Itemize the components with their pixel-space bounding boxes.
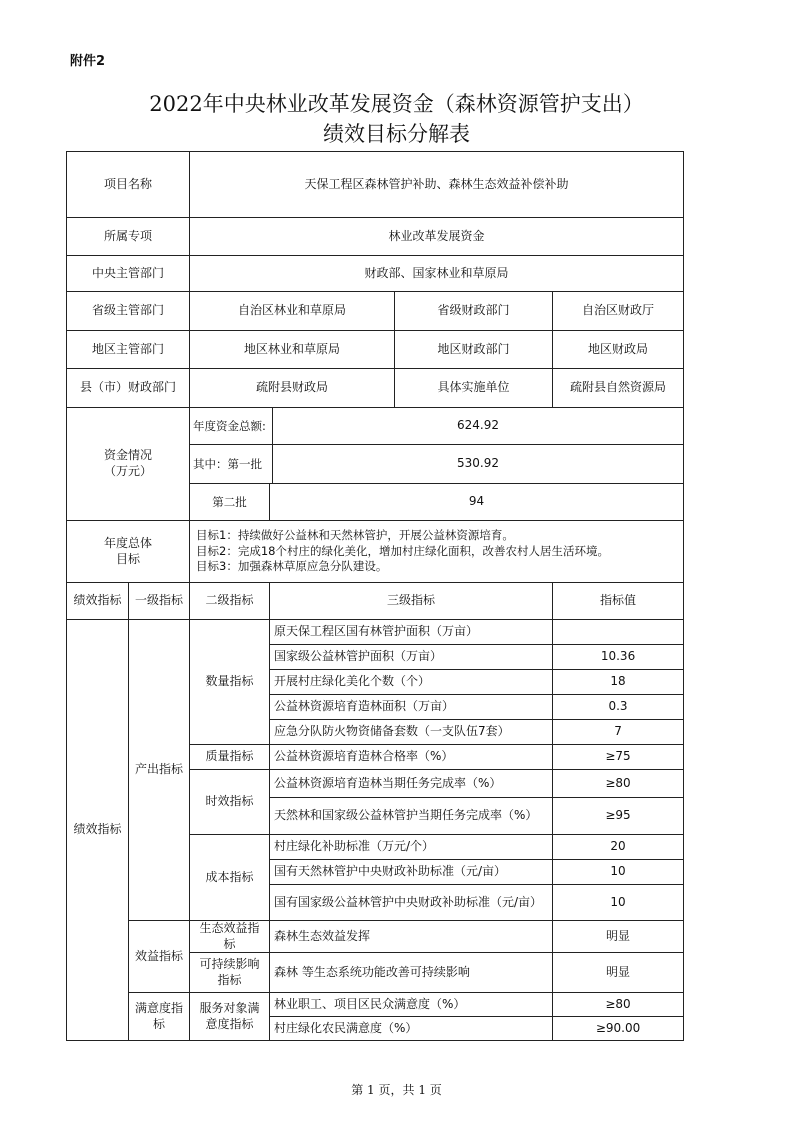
- row-central-dept: [67, 256, 684, 292]
- central-dept-value: 财政部、国家林业和草原局: [190, 256, 684, 292]
- province-dept-label: 省级主管部门: [67, 292, 190, 331]
- row-province: [67, 292, 684, 331]
- funds-batch2-label: 第二批: [190, 484, 270, 520]
- project-name-label: 项目名称: [67, 152, 190, 218]
- county-finance-label: 县（市）财政部门: [67, 369, 190, 408]
- indicator-name: 国有天然林管护中央财政补助标准（元/亩）: [270, 860, 553, 885]
- indicator-value: ≥80: [553, 993, 684, 1017]
- indicator-value: 明显: [553, 921, 684, 953]
- perf-header-row: [67, 583, 684, 620]
- table-row: [67, 620, 684, 645]
- province-dept-value: 自治区林业和草原局: [190, 292, 395, 330]
- province-finance-value: 自治区财政厅: [553, 292, 684, 331]
- satisfaction-indicator-label: 满意度指标: [129, 993, 190, 1041]
- project-name-value: 天保工程区森林管护补助、森林生态效益补偿补助: [190, 152, 684, 218]
- indicator-name: 应急分队防火物资储备套数（一支队伍7套）: [270, 720, 553, 745]
- indicator-value: ≥95: [553, 798, 684, 835]
- cost-indicator-label: 成本指标: [190, 835, 270, 921]
- row-goals: [67, 521, 684, 583]
- indicator-name: 原天保工程区国有林管护面积（万亩）: [270, 620, 553, 645]
- eco-benefit-indicator-label: 生态效益指标: [190, 921, 270, 953]
- region-finance-value: 地区财政局: [553, 331, 684, 369]
- document-title-line1: 2022年中央林业改革发展资金（森林资源管护支出）: [149, 92, 644, 116]
- indicator-name: 公益林资源培育造林面积（万亩）: [270, 695, 553, 720]
- indicator-value: ≥75: [553, 745, 684, 770]
- sustain-indicator-label: 可持续影响指标: [190, 953, 270, 993]
- goal-1: 目标1：持续做好公益林和天然林管护，开展公益林资源培育。: [196, 528, 514, 543]
- page-footer: 第 1 页，共 1 页: [351, 1083, 442, 1097]
- funds-batch1-label: 其中：第一批: [190, 445, 273, 483]
- region-dept-value: 地区林业和草原局: [190, 331, 395, 368]
- row-project-name: [67, 152, 684, 218]
- document-title-line2: 绩效目标分解表: [323, 122, 470, 146]
- quantity-indicator-label: 数量指标: [190, 620, 270, 745]
- goals-label: 年度总体 目标: [67, 521, 190, 583]
- indicator-name: 国有国家级公益林管护中央财政补助标准（元/亩）: [270, 885, 553, 921]
- row-region: [67, 331, 684, 369]
- indicator-name: 村庄绿化农民满意度（%）: [270, 1017, 553, 1041]
- impl-unit-label: 具体实施单位: [437, 380, 510, 395]
- goals-content: [190, 521, 684, 583]
- benefit-indicator-label: 效益指标: [129, 921, 190, 993]
- indicator-name: 村庄绿化补助标准（万元/个）: [270, 835, 553, 860]
- perf-header-col4: 三级指标: [270, 583, 553, 620]
- indicator-value: 20: [553, 835, 684, 860]
- row-funds: [67, 408, 684, 521]
- perf-root-label: 绩效指标: [67, 620, 129, 1041]
- indicator-value: 18: [553, 670, 684, 695]
- indicator-name: 公益林资源培育造林合格率（%）: [270, 745, 553, 770]
- indicator-value: 7: [553, 720, 684, 745]
- perf-header-col1: 绩效指标: [67, 583, 129, 620]
- attachment-label: 附件2: [70, 54, 106, 69]
- funds-total-label: 年度资金总额:: [190, 408, 273, 444]
- perf-header-col5: 指标值: [553, 583, 684, 620]
- row-category: [67, 218, 684, 256]
- indicator-value: 10: [553, 860, 684, 885]
- perf-header-col3: 二级指标: [190, 583, 270, 620]
- category-label: 所属专项: [67, 218, 190, 256]
- quality-indicator-label: 质量指标: [190, 745, 270, 770]
- indicator-value: ≥80: [553, 770, 684, 798]
- region-finance-label: 地区财政部门: [437, 341, 510, 356]
- goal-2: 目标2：完成18个村庄的绿化美化，增加村庄绿化面积，改善农村人居生活环境。: [196, 543, 609, 558]
- indicator-name: 森林生态效益发挥: [270, 921, 553, 953]
- timeliness-indicator-label: 时效指标: [190, 770, 270, 835]
- table-row: [67, 993, 684, 1017]
- indicator-value: 10.36: [553, 645, 684, 670]
- row-county: [67, 369, 684, 408]
- indicator-value: 明显: [553, 953, 684, 993]
- output-indicator-label: 产出指标: [129, 620, 190, 921]
- indicator-name: 公益林资源培育造林当期任务完成率（%）: [270, 770, 553, 798]
- indicator-value: [553, 620, 684, 645]
- indicator-name: 国家级公益林管护面积（万亩）: [270, 645, 553, 670]
- performance-target-table: [66, 151, 684, 1041]
- region-dept-label: 地区主管部门: [67, 331, 190, 369]
- funds-total-value: 624.92: [457, 418, 500, 433]
- perf-header-col2: 一级指标: [129, 583, 190, 620]
- indicator-value: 10: [553, 885, 684, 921]
- impl-unit-value: 疏附县自然资源局: [553, 369, 684, 408]
- county-finance-value: 疏附县财政局: [190, 369, 395, 407]
- table-row: [67, 921, 684, 953]
- indicator-value: 0.3: [553, 695, 684, 720]
- indicator-name: 天然林和国家级公益林管护当期任务完成率（%）: [270, 798, 553, 835]
- indicator-name: 森林 等生态系统功能改善可持续影响: [270, 953, 553, 993]
- goal-3: 目标3：加强森林草原应急分队建设。: [196, 559, 388, 574]
- funds-batch1-value: 530.92: [457, 456, 500, 471]
- funds-label: 资金情况 （万元）: [67, 408, 190, 521]
- category-value: 林业改革发展资金: [190, 218, 684, 256]
- province-finance-label: 省级财政部门: [437, 303, 510, 318]
- service-satisfaction-indicator-label: 服务对象满意度指标: [190, 993, 270, 1041]
- central-dept-label: 中央主管部门: [67, 256, 190, 292]
- indicator-name: 开展村庄绿化美化个数（个）: [270, 670, 553, 695]
- funds-batch2-value: 94: [468, 494, 485, 509]
- indicator-name: 林业职工、项目区民众满意度（%）: [270, 993, 553, 1017]
- indicator-value: ≥90.00: [553, 1017, 684, 1041]
